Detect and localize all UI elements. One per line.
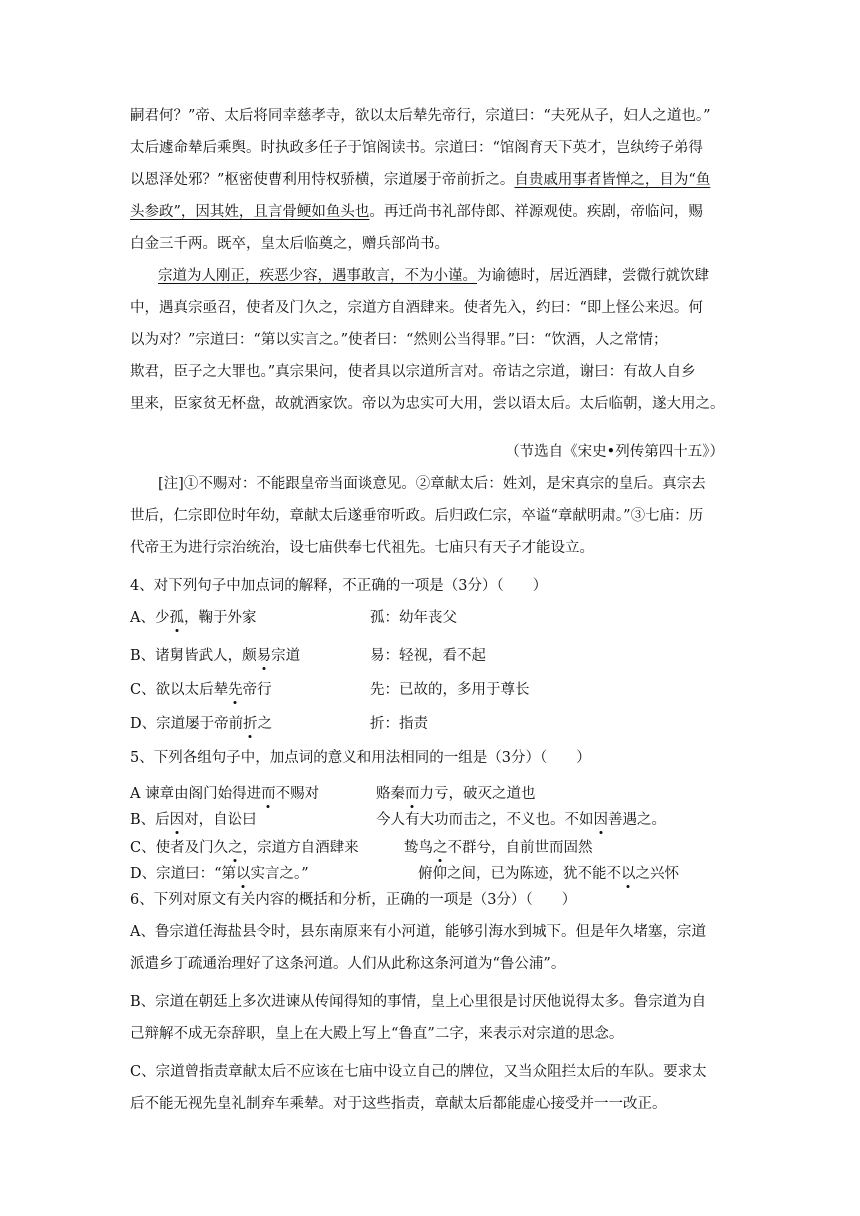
text-line: 派遣乡丁疏通治理好了这条河道。人们从此称这条河道为“鲁公浦”。 — [130, 956, 566, 972]
text-line: 嗣君何？”帝、太后将同幸慈孝寺，欲以太后辇先帝行，宗道曰：“夫死从子，妇人之道也。” — [130, 108, 711, 124]
dotted-word: 先 — [228, 678, 243, 699]
q4-option-d-gloss: 折：指责 — [370, 716, 428, 732]
q4-option-b: B、诸舅皆武人，颇易宗道 — [130, 644, 300, 665]
notes-paragraph — [130, 468, 730, 564]
question-5-stem: 5、下列各组句子中，加点词的意义和用法相同的一组是（3分）（ ） — [130, 750, 591, 766]
q6-option-c — [130, 1056, 730, 1120]
q4-option-a-gloss: 孤：幼年丧父 — [370, 610, 457, 626]
text-line: 世后，仁宗即位时年幼，章献太后遂垂帘听政。后归政仁宗，卒谥“章献明肃。”③七庙：历 — [130, 508, 704, 524]
source-citation: （节选自《宋史•列传第四十五》） — [505, 444, 724, 460]
passage-paragraph-2 — [130, 260, 730, 420]
passage-paragraph-1 — [130, 100, 730, 260]
q4-option-c-gloss: 先：已故的，多用于尊长 — [370, 682, 530, 698]
q5-option-d: D、宗道曰：“第以实言之。” — [130, 862, 309, 883]
dotted-word: 而 — [261, 782, 276, 803]
q4-option-c: C、欲以太后辇先帝行 — [130, 678, 272, 699]
text-line — [130, 164, 730, 196]
q5-option-a: A 谏章由阁门始得进而不赐对 — [130, 782, 319, 803]
text-line — [130, 196, 730, 228]
text-segment: 为谕德时，居近酒肆，尝微行就饮肆 — [477, 268, 709, 284]
dotted-word: 折 — [243, 712, 258, 733]
underlined-sentence: 头参政”，因其姓，且言骨鲠如鱼头也 — [130, 204, 370, 220]
text-segment: 以恩泽处邪？”枢密使曹利用恃权骄横，宗道屡于帝前折之。 — [130, 172, 515, 188]
text-line: B、宗道在朝廷上多次进谏从传闻得知的事情，皇上心里很是讨厌他说得太多。鲁宗道为自 — [130, 994, 707, 1010]
q4-option-d: D、宗道屡于帝前折之 — [130, 712, 272, 733]
text-line: 后不能无视先皇礼制弃车乘辇。对于这些指责，章献太后都能虚心接受并一一改正。 — [130, 1096, 667, 1112]
dotted-word: 之 — [433, 836, 448, 857]
dotted-word: 而 — [405, 782, 420, 803]
dotted-word: 因 — [170, 808, 185, 829]
q5-option-a-compare: 赂秦而力亏，破灭之道也 — [376, 782, 536, 803]
dotted-word: 以 — [236, 862, 251, 883]
text-line: 欺君，臣子之大罪也。”真宗果问，使者具以宗道所言对。帝诘之宗道，谢曰：有故人自乡 — [130, 364, 696, 380]
q4-option-a: A、少孤，鞠于外家 — [130, 606, 256, 627]
dotted-word: 因 — [594, 808, 609, 829]
q4-option-b-gloss: 易：轻视，看不起 — [370, 648, 486, 664]
q6-option-a — [130, 916, 730, 980]
underlined-sentence: 自贵戚用事者皆惮之，目为“鱼 — [514, 172, 711, 188]
text-line: 太后遽命辇后乘舆。时执政多任子于馆阁读书。宗道曰：“馆阁育天下英才，岂纨绔子弟得 — [130, 140, 703, 156]
text-line: 白金三千两。既卒，皇太后临奠之，赠兵部尚书。 — [130, 236, 449, 252]
q5-option-b-compare: 今人有大功而击之，不义也。不如因善遇之。 — [376, 808, 666, 829]
text-segment: 。再迁尚书礼部侍郎、祥源观使。疾剧，帝临问，赐 — [369, 204, 703, 220]
text-line: 中，遇真宗亟召，使者及门久之，宗道方自酒肆来。使者先入，约曰：“即上怪公来迟。何 — [130, 300, 703, 316]
dotted-word: 孤 — [169, 606, 184, 627]
dotted-word: 易 — [257, 644, 272, 665]
text-line: 己辩解不成无奈辞职，皇上在大殿上写上“鲁直”二字，来表示对宗道的思念。 — [130, 1026, 624, 1042]
text-line: A、鲁宗道任海盐县令时，县东南原来有小河道，能够引海水到城下。但是年久堵塞，宗道 — [130, 924, 706, 940]
dotted-word: 之 — [228, 836, 243, 857]
text-line: C、宗道曾指责章献太后不应该在七庙中设立自己的牌位，又当众阻拦太后的车队。要求太 — [130, 1064, 707, 1080]
q6-option-b — [130, 986, 730, 1050]
q5-option-c: C、使者及门久之，宗道方自酒肆来 — [130, 836, 359, 857]
text-line: [注]①不赐对：不能跟皇帝当面谈意见。②章献太后：姓刘，是宋真宗的皇后。真宗去 — [158, 476, 706, 492]
question-6-stem: 6、下列对原文有关内容的概括和分析，正确的一项是（3分）（ ） — [130, 892, 577, 908]
text-line: 里来，臣家贫无杯盘，故就酒家饮。帝以为忠实可大用，尝以语太后。太后临朝，遂大用之。 — [130, 396, 725, 412]
dotted-word: 以 — [621, 862, 636, 883]
q5-option-b: B、后因对，自讼曰 — [130, 808, 257, 829]
question-4-stem: 4、对下列句子中加点词的解释，不正确的一项是（3分）（ ） — [130, 578, 548, 594]
q5-option-d-compare: 俯仰之间，已为陈迹，犹不能不以之兴怀 — [418, 862, 679, 883]
text-line — [130, 260, 730, 292]
text-line: 代帝王为进行宗治统治，设七庙供奉七代祖先。七庙只有天子才能设立。 — [130, 540, 594, 556]
underlined-sentence: 宗道为人刚正，疾恶少容，遇事敢言，不为小谨。 — [158, 268, 477, 284]
text-line: 以为对？”宗道曰：“第以实言之。”使者曰：“然则公当得罪。”曰：“饮酒，人之常情； — [130, 332, 668, 348]
q5-option-c-compare: 鸷鸟之不群兮，自前世而固然 — [404, 836, 593, 857]
